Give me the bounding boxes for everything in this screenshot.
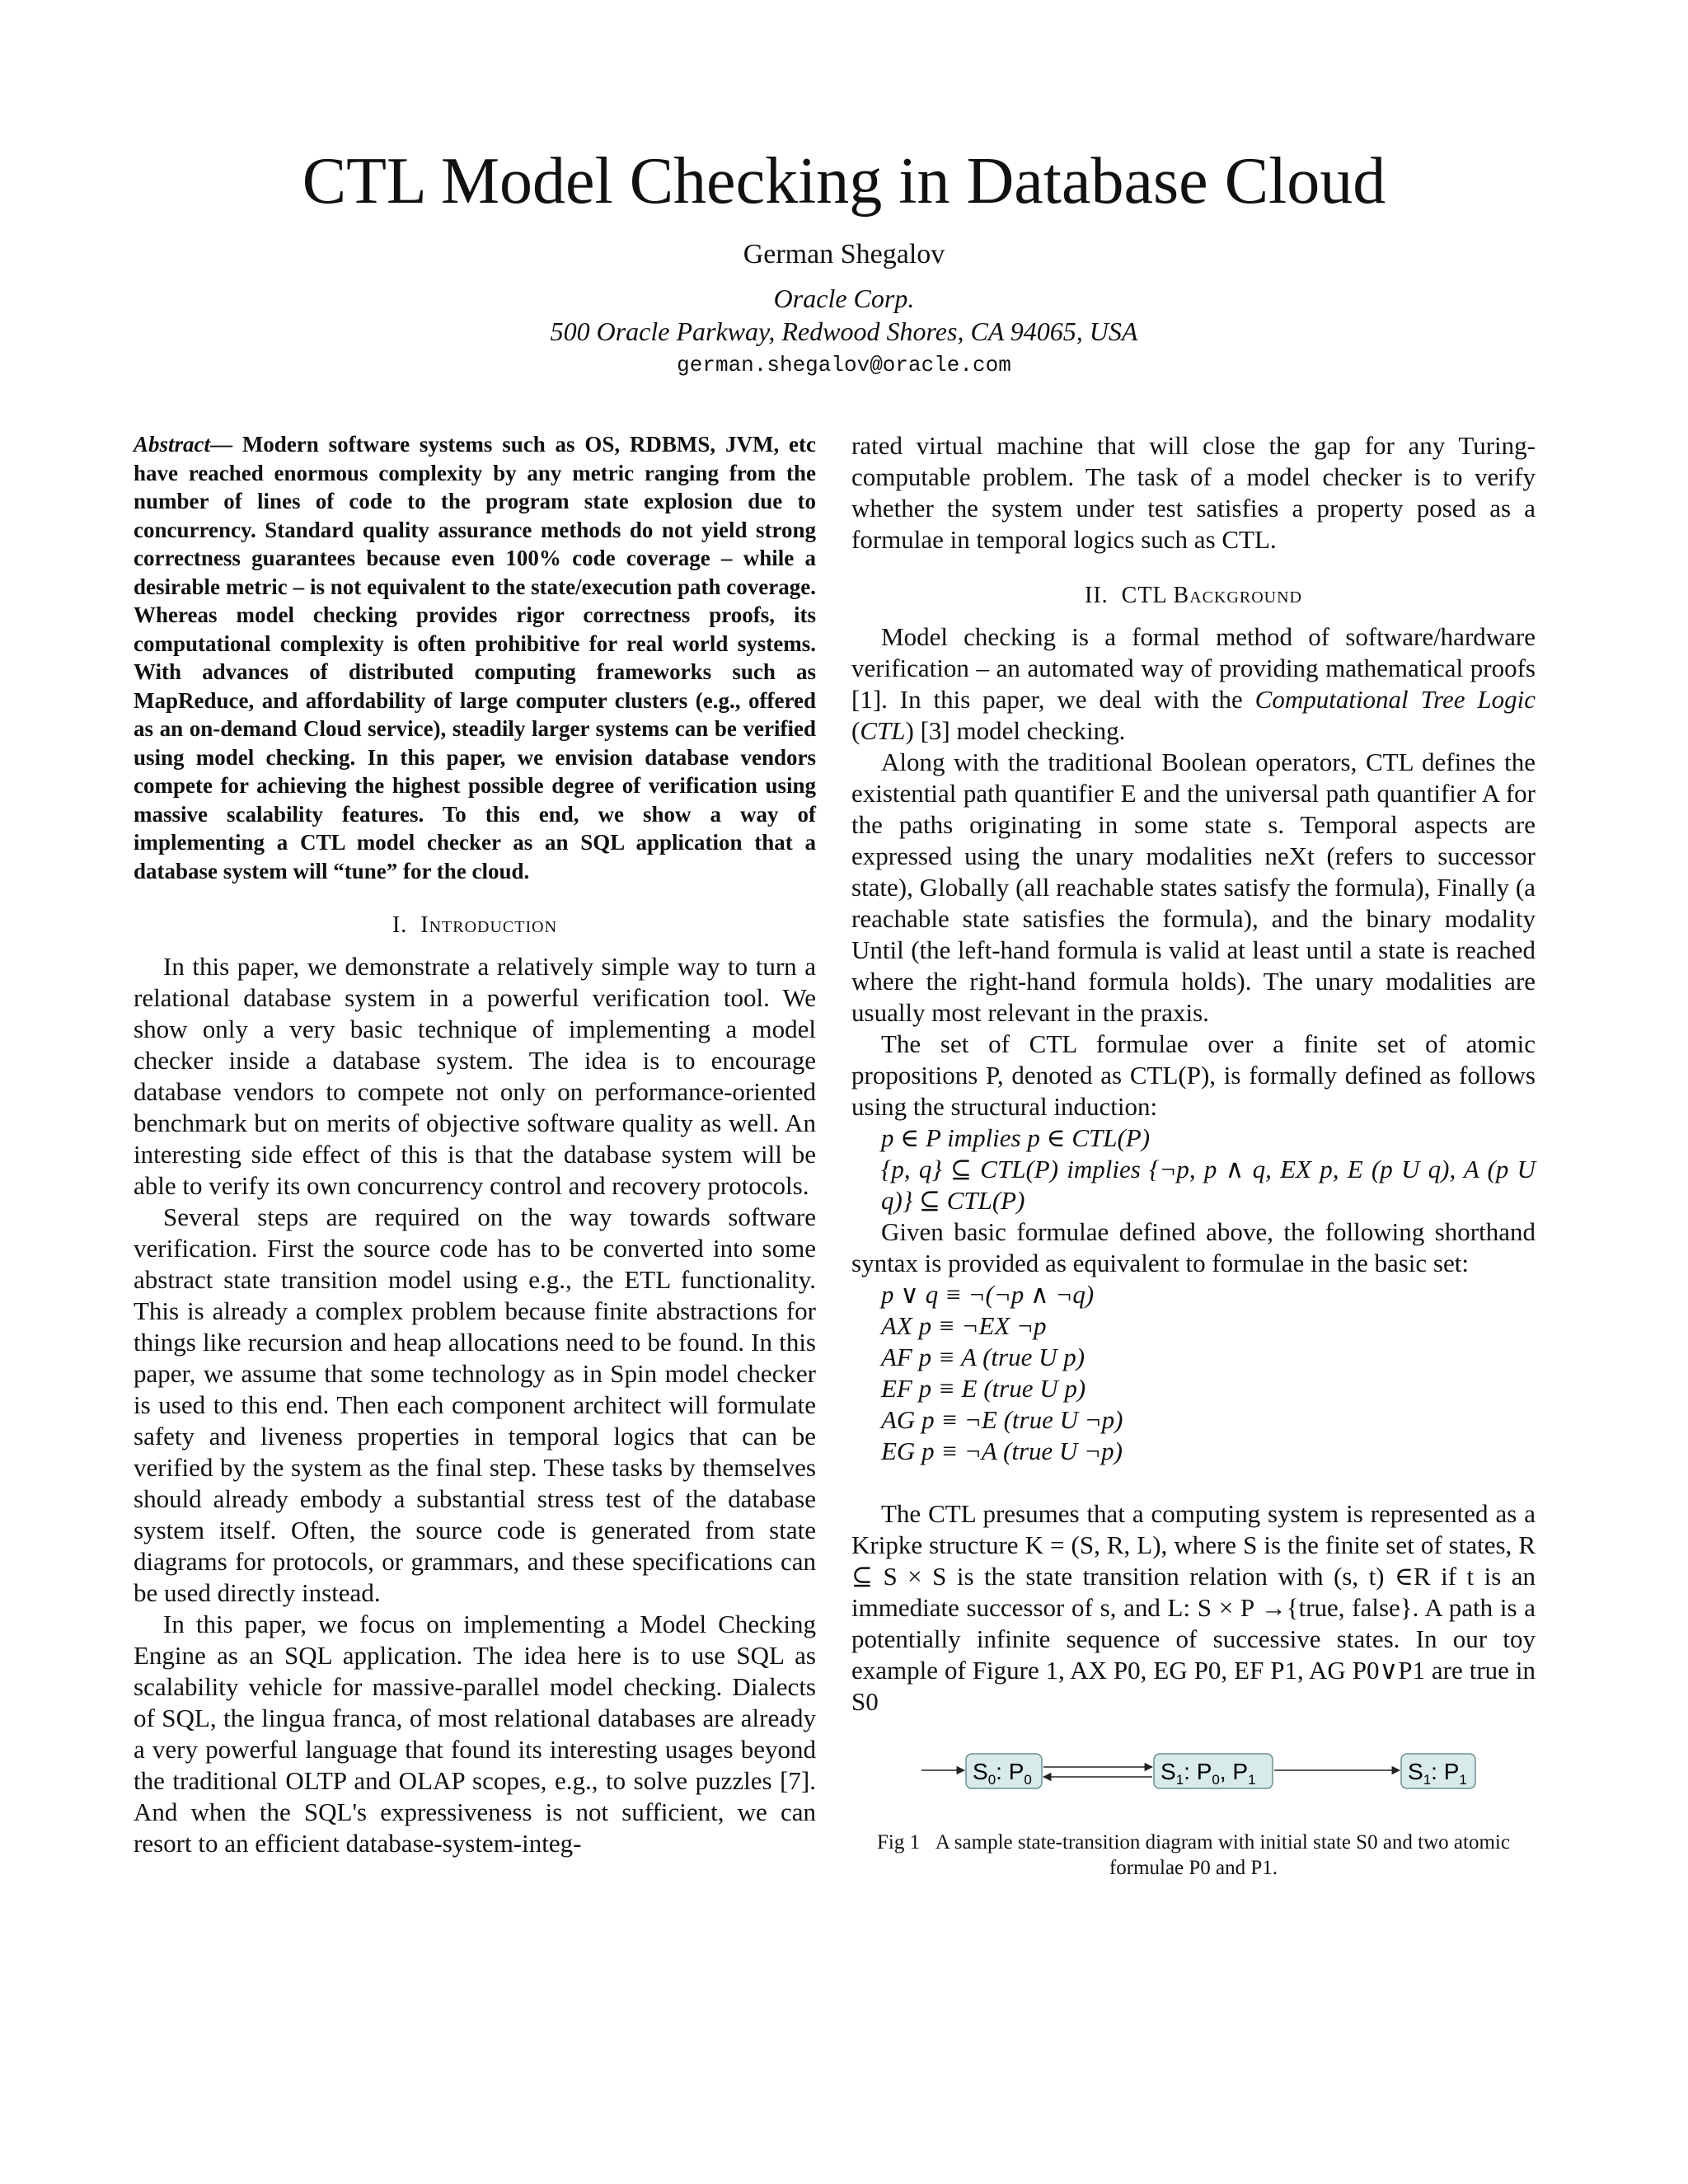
abstract-dash: — [210,432,242,457]
shorthand-formulas [851,1279,1536,1467]
section-heading-intro [134,910,816,941]
affiliation: Oracle Corp. [773,284,915,313]
paper-title: CTL Model Checking in Database Cloud [302,145,1386,218]
section-number: II. [1085,583,1109,608]
author-name: German Shegalov [743,239,945,269]
text-run: Model checking is a formal method of software/hardware verification – an automated way of providing mathematical proofs [1]. In this paper, we deal with the [851,622,1536,714]
left-column [134,430,816,1859]
paper-header [0,140,1688,377]
abstract-text: Modern software systems such as OS, RDBMS, JVM, etc have reached enormous complexity by any metric ranging from the number of lines of code to the program state explosion due to concurrency. Standard quality assurance methods do not yield strong correctness guarantees because even 100% code coverage – while a desirable metric – is not equivalent to the state/execution path coverage. Whereas model checking provides rigor correctness proofs, its computational complexity is often prohibitive for real world systems. With advances of distributed computing frameworks such as MapReduce, and affordability of large computer clusters (e.g., offered as an on-demand Cloud service), steadily larger systems can be verified using model checking. In this paper, we envision database vendors compete for achieving the highest possible degree of verification using massive scalability features. To this end, we show a way of implementing a CTL model checker as an SQL application that a database system will “tune” for the cloud. [134,432,817,883]
shorthand-formula: AX p ≡ ¬EX ¬p [881,1311,1047,1340]
affiliation-block [0,282,1688,348]
intro-paragraph-1: In this paper, we demonstrate a relatively simple way to turn a relational database system in a powerful verification tool. We show only a very basic technique of implementing a model checker inside a database system. The idea is to encourage database vendors to compete not only on performance-oriented benchmark but on merits of objective software quality as well. An interesting side effect of this is that the database system will be able to verify its own concurrency control and recovery protocols. [134,952,816,1200]
shorthand-formula: EG p ≡ ¬A (true U ¬p) [881,1436,1123,1465]
background-paragraph-4: Given basic formulae defined above, the following shorthand syntax is provided as equivalent to formulae in the basic set: [851,1217,1536,1277]
background-paragraph-1 [851,621,1536,747]
background-paragraph-5: The CTL presumes that a computing system is represented as a Kripke structure K = (S, R, L), where S is the finite set of states, R ⊆ S × S is the state transition relation with (s, t) ∈R if t is an immediate successor of s, and L: S × P →{true, false}. A path is a potentially infinite sequence of successive states. In our toy example of Figure 1, AX P0, EG P0, EF P1, AG P0∨P1 are true in S0 [851,1499,1536,1716]
right-column [851,430,1536,1881]
section-number: I. [392,912,408,938]
definition-formula-1: p ∈ P implies p ∈ CTL(P) [881,1123,1151,1152]
intro-paragraph-2: Several steps are required on the way towards software verification. First the source code has to be converted into some abstract state transition model using e.g., the ETL functionality. This is already a complex problem because finite abstractions for things like recursion and heap allocations need to be found. In this paper, we assume that some technology as in Spin model checker is used to this end. Then each component architect will formulate safety and liveness properties in temporal logics that can be verified by the system as the final step. These tasks by themselves should already embody a substantial stress test of the database system itself. Often, the source code is generated from state diagrams for protocols, or grammars, and these specifications can be used directly instead. [134,1202,816,1607]
figure-1 [851,1742,1536,1881]
section-heading-background [851,580,1536,612]
section-title: CTL Background [1121,583,1302,608]
text-run: ) [3] model checking. [905,716,1126,745]
definition-formula-2: {p, q} ⊆ CTL(P) implies {¬p, p ∧ q, EX p, E (p U q), A (p U q)} ⊆ CTL(P) [881,1155,1536,1215]
figure-caption [851,1830,1536,1881]
term-ctl-full: Computational Tree Logic [1254,685,1536,714]
text-run: ( [851,716,860,745]
state-label-s1: $S_1$: $P_0$, $P_1$ [1160,1759,1256,1788]
state-transition-diagram [905,1742,1482,1800]
caption-text: A sample state-transition diagram with initial state S0 and two atomic formulae P0 and P1. [935,1831,1510,1879]
section-title: Introduction [420,912,558,938]
term-ctl: CTL [860,716,906,745]
shorthand-formula: p ∨ q ≡ ¬(¬p ∧ ¬q) [881,1280,1095,1309]
address: 500 Oracle Parkway, Redwood Shores, CA 94065, USA [550,316,1138,346]
background-paragraph-3: The set of CTL formulae over a finite set of atomic propositions P, denoted as CTL(P), is formally defined as follows using the structural induction: [851,1029,1536,1121]
shorthand-formula: AF p ≡ A (true U p) [881,1343,1085,1371]
shorthand-formula: EF p ≡ E (true U p) [881,1374,1086,1403]
state-label-s0: $S_0$: $P_0$ [973,1759,1032,1788]
caption-label: Fig 1 [877,1831,921,1854]
intro-continuation: rated virtual machine that will close the gap for any Turing-computable problem. The task of a model checker is to verify whether the system under test satisfies a property posed as a formulae in temporal logics such as CTL. [851,431,1536,554]
abstract-label: Abstract [134,432,211,457]
intro-paragraph-3: In this paper, we focus on implementing a Model Checking Engine as an SQL application. The idea here is to use SQL as scalability vehicle for massive-parallel model checking. Dialects of SQL, the lingua franca, of most relational databases are already a very powerful language that found its interesting usages beyond the traditional OLTP and OLAP scopes, e.g., to solve puzzles [7]. And when the SQL's expressiveness is not sufficient, we can resort to an efficient database-system-integ- [134,1610,816,1858]
shorthand-formula: AG p ≡ ¬E (true U ¬p) [881,1405,1123,1434]
abstract [134,430,816,885]
background-paragraph-2: Along with the traditional Boolean operators, CTL defines the existential path quantifier E and the universal path quantifier A for the paths originating in some state s. Temporal aspects are expressed using the unary modalities neXt (refers to successor state), Globally (all reachable states satisfy the formula), Finally (a reachable state satisfies the formula), and the binary modality Until (the left-hand formula is valid at least until a state is reached where the right-hand formula holds). The unary modalities are usually most relevant in the praxis. [851,748,1536,1027]
author-email: german.shegalov@oracle.com [677,353,1011,377]
state-label-s1b: $S_1$: $P_1$ [1408,1759,1467,1788]
